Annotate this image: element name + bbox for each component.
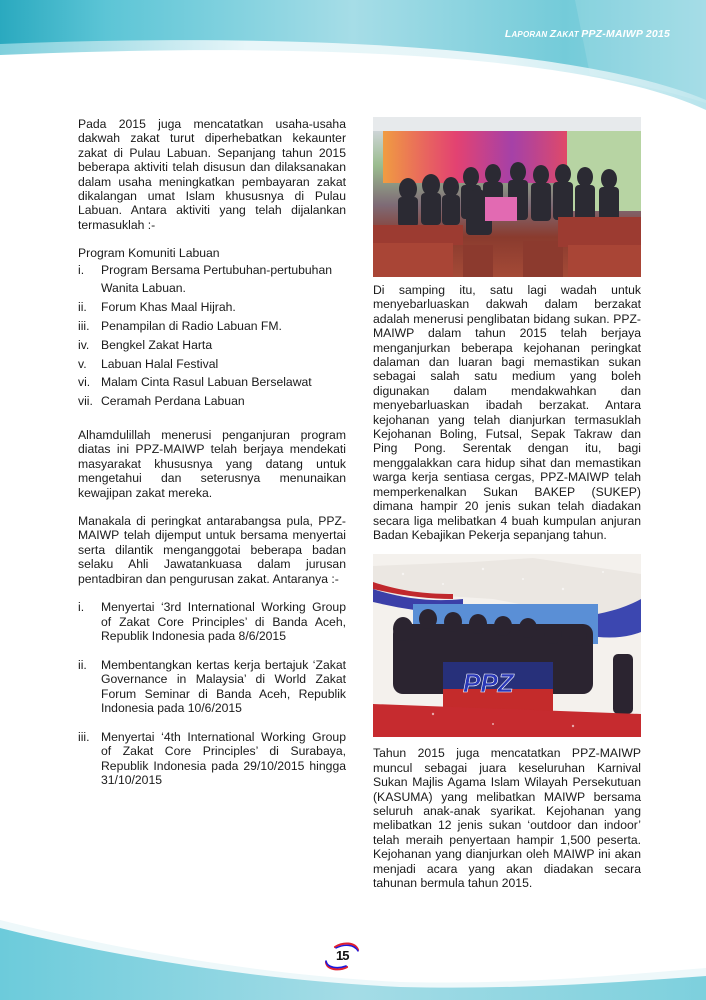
page-number: 15 [336,948,349,963]
outcome-paragraph: Alhamdulillah menerusi penganjuran program diatas ini PPZ-MAIWP telah berjaya mendekati masyarakat khususnya yang datang untuk mengetahui dan seterusnya menunaikan kewajipan zakat mereka. [78,428,346,500]
list-item [78,317,346,336]
list-item [78,298,346,317]
list-item [78,392,346,411]
program-list [78,261,346,411]
header-title-part: PPZ-MAIWP 2015 [581,28,670,40]
list-text: Bengkel Zakat Harta [101,337,213,352]
report-header-title [505,28,670,40]
list-number: vi. [78,375,91,390]
list-item [78,355,346,374]
photo-illustration [373,554,641,737]
list-number: iii. [78,319,90,334]
list-number: i. [78,600,85,615]
header-title-part: L [504,28,512,40]
intro-paragraph: Pada 2015 juga mencatatkan usaha-usaha dakwah zakat turut diperhebatkan kekaunter zakat di Pulau Labuan. Sepanjang tahun 2015 beberapa aktiviti telah disusun dan dilaksanakan dalam usaha meningkatkan pembayaran zakat dikalangan umat Islam khususnya di Pulau Labuan. Antara aktiviti yang telah dijalankan termasuklah :- [78,117,346,232]
ppz-flag-text: PPZ [463,668,514,699]
header-title-part: AKAT [556,30,582,39]
list-text: Ceramah Perdana Labuan [101,394,245,409]
list-number: vii. [78,394,93,409]
list-number: iv. [78,337,90,352]
international-list [78,600,346,787]
list-item [78,336,346,355]
kasuma-paragraph: Tahun 2015 juga mencatatkan PPZ-MAIWP muncul sebagai juara keseluruhan Karnival Sukan Majlis Agama Islam Wilayah Persekutuan (KASUMA) yang melibatkan MAIWP bersama seluruh anak-anak syarikat. Kejohanan yang melibatkan 12 jenis sukan ‘outdoor dan indoor’ telah meraih penyertaan hampir 1,500 peserta. Kejohanan yang dianjurkan oleh MAIWP ini akan menjadi acara yang akan diadakan secara tahunan bermula tahun 2015. [373,746,641,890]
list-number: v. [78,356,87,371]
list-item [78,373,346,392]
list-text: Malam Cinta Rasul Labuan Berselawat [101,375,312,390]
list-number: iii. [78,729,90,744]
page-number-badge [321,940,365,974]
list-item [78,261,346,299]
left-column [78,117,346,802]
list-text: Program Bersama Pertubuhan-pertubuhan Wanita Labuan. [101,262,333,296]
list-number: ii. [78,300,87,315]
header-title-part: Z [549,28,557,40]
photo-illustration [373,117,641,277]
header-title-part: APORAN [511,30,550,39]
right-column [373,117,641,890]
list-number: i. [78,262,85,277]
list-text: Membentangkan kertas kerja bertajuk ‘Zakat Governance in Malaysia’ di World Zakat Forum Seminar di Banda Aceh, Republik Indonesia pada 10/6/2015 [101,657,346,715]
list-item [78,658,346,716]
list-item [78,600,346,643]
sports-paragraph: Di samping itu, satu lagi wadah untuk menyebarluaskan dakwah dalam berzakat adalah menerusi penglibatan bidang sukan. PPZ-MAIWP dalam tahun 2015 telah berjaya menganjurkan beberapa kejohanan peringkat dalaman dan luaran bagi memastikan sukan sebagai salah satu medium yang boleh digunakan dalam mendakwahkan dan menyebarluaskan ibadah berzakat. Antara kejohanan yang telah dianjurkan termasuklah Kejohanan Boling, Futsal, Sepak Takraw dan Ping Pong. Serentak dengan itu, bagi menggalakkan cara hidup sihat dan memastikan warga kerja sentiasa cergas, PPZ-MAIWP telah memperkenalkan Sukan BAKEP (SUKEP) dimana hampir 20 jenis sukan telah diadakan secara liga melibatkan 4 buah kumpulan anjuran Badan Kebajikan Pekerja sepanjang tahun. [373,283,641,542]
list-item [78,730,346,788]
list-text: Penampilan di Radio Labuan FM. [101,319,282,334]
list-text: Forum Khas Maal Hijrah. [101,300,236,315]
kasuma-celebration-photo [373,554,641,737]
list-text: Menyertai ‘4th International Working Group of Zakat Core Principles’ di Surabaya, Republik Indonesia pada 29/10/2015 hingga 31/10/2015 [101,729,346,787]
program-list-title: Program Komuniti Labuan [78,246,220,261]
list-text: Labuan Halal Festival [101,356,219,371]
international-intro-paragraph: Manakala di peringkat antarabangsa pula, PPZ-MAIWP telah dijemput untuk bersama menyertai serta dilantik menganggotai beberapa badan selaku Ahli Jawatankuasa dalam jurusan pentadbiran dan pengurusan zakat. Antaranya :- [78,514,346,586]
list-text: Menyertai ‘3rd International Working Group of Zakat Core Principles’ di Banda Aceh, Republik Indonesia pada 8/6/2015 [101,600,346,643]
sukep-closing-ceremony-photo [373,117,641,277]
list-number: ii. [78,657,87,672]
header-wave-decoration [0,0,706,110]
